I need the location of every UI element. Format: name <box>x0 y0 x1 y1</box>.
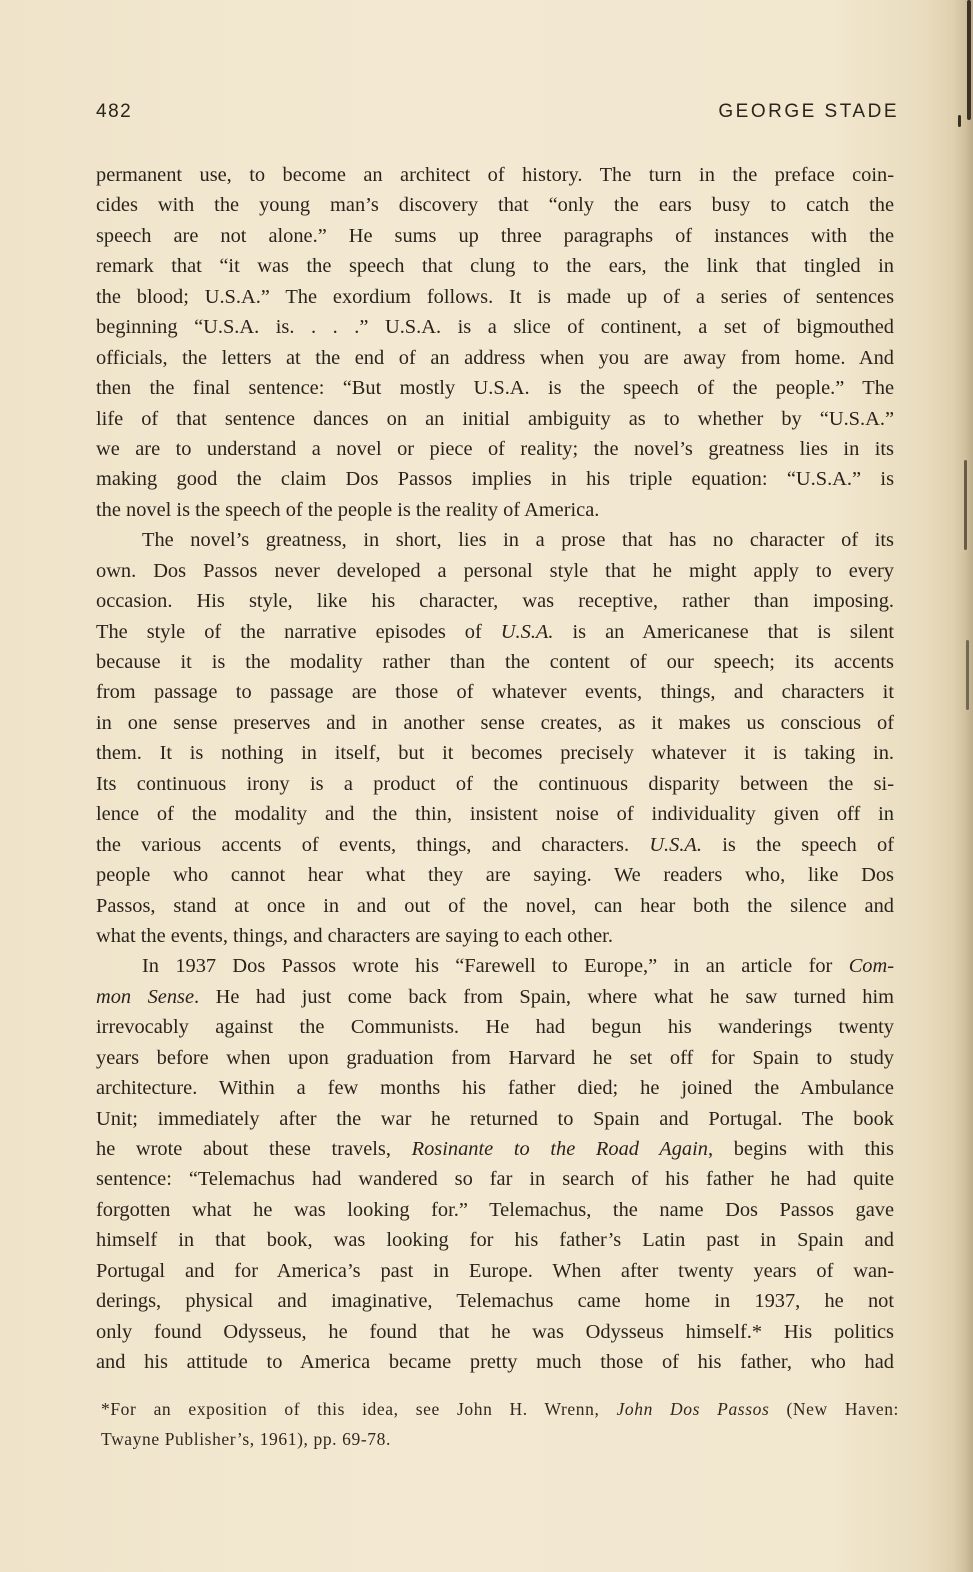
text-line: because it is the modality rather than the content of our speech; its accents <box>96 651 894 673</box>
text-line: officials, the letters at the end of an address when you are away from home. And <box>96 346 894 369</box>
text-line: Portugal and for America’s past in Europe. When after twenty years of wan- <box>96 1259 894 1282</box>
text-line: life of that sentence dances on an initial ambiguity as to whether by “U.S.A.” <box>96 407 894 430</box>
body-text <box>96 160 894 1378</box>
text-line: and his attitude to America became pretty much those of his father, who had <box>96 1351 894 1374</box>
text-line: own. Dos Passos never developed a personal style that he might apply to every <box>96 559 894 582</box>
page-number: 482 <box>96 101 133 122</box>
text-line: making good the claim Dos Passos implies in his triple equation: “U.S.A.” is <box>96 468 894 491</box>
text-line: the various accents of events, things, and characters. U.S.A. is the speech of <box>96 833 894 856</box>
page-edge-mark <box>964 460 967 550</box>
text-line: them. It is nothing in itself, but it becomes precisely whatever it is taking in. <box>96 742 894 765</box>
text-line: remark that “it was the speech that clung to the ears, the link that tingled in <box>96 255 894 278</box>
text-line: mon Sense. He had just come back from Spain, where what he saw turned him <box>96 985 895 1008</box>
text-line: The novel’s greatness, in short, lies in a prose that has no character of its <box>142 529 894 552</box>
text-line: years before when upon graduation from Harvard he set off for Spain to study <box>96 1046 894 1069</box>
page-edge-mark <box>966 640 969 710</box>
text-line: he wrote about these travels, Rosinante to the Road Again, begins with this <box>96 1138 894 1160</box>
footnote-line: *For an exposition of this idea, see John H. Wrenn, John Dos Passos (New Haven: <box>101 1399 900 1419</box>
text-line: the blood; U.S.A.” The exordium follows. It is made up of a series of sentences <box>96 285 894 308</box>
text-line: cides with the young man’s discovery that “only the ears busy to catch the <box>96 194 894 217</box>
paragraph <box>96 160 894 525</box>
text-line: beginning “U.S.A. is. . . .” U.S.A. is a slice of continent, a set of bigmouthed <box>96 316 894 339</box>
running-head <box>96 101 899 125</box>
paragraph <box>96 951 894 1377</box>
page-edge-shadow <box>953 0 973 1572</box>
text-line: In 1937 Dos Passos wrote his “Farewell to Europe,” in an article for Com- <box>142 955 894 978</box>
text-line: people who cannot hear what they are saying. We readers who, like Dos <box>96 864 894 887</box>
paragraph <box>96 525 894 951</box>
footnote <box>101 1396 899 1457</box>
text-line: architecture. Within a few months his father died; he joined the Ambulance <box>96 1077 894 1100</box>
page-edge-mark <box>958 115 961 127</box>
text-line: what the events, things, and characters are saying to each other. <box>96 924 613 947</box>
text-line: himself in that book, was looking for his father’s Latin past in Spain and <box>96 1229 894 1252</box>
text-line: we are to understand a novel or piece of reality; the novel’s greatness lies in its <box>96 437 894 460</box>
text-line: occasion. His style, like his character, was receptive, rather than imposing. <box>96 590 894 613</box>
text-line: Its continuous irony is a product of the continuous disparity between the si- <box>96 772 894 795</box>
text-line: in one sense preserves and in another sense creates, as it makes us conscious of <box>96 711 894 734</box>
text-line: sentence: “Telemachus had wandered so far in search of his father he had quite <box>96 1168 894 1191</box>
page-edge-mark <box>967 0 971 120</box>
text-line: only found Odysseus, he found that he was Odysseus himself.* His politics <box>96 1320 894 1343</box>
text-line: permanent use, to become an architect of history. The turn in the preface coin- <box>96 164 894 186</box>
text-line: The style of the narrative episodes of U.S.A. is an Americanese that is silent <box>96 620 894 643</box>
text-line: Passos, stand at once in and out of the novel, can hear both the silence and <box>96 894 894 917</box>
text-line: Unit; immediately after the war he returned to Spain and Portugal. The book <box>96 1107 894 1130</box>
footnote-line: Twayne Publisher’s, 1961), pp. 69-78. <box>101 1429 391 1450</box>
text-line: lence of the modality and the thin, insistent noise of individuality given off in <box>96 803 894 826</box>
running-title: GEORGE STADE <box>718 101 899 122</box>
text-line: speech are not alone.” He sums up three paragraphs of instances with the <box>96 224 894 247</box>
text-line: irrevocably against the Communists. He had begun his wanderings twenty <box>96 1016 894 1039</box>
text-line: derings, physical and imaginative, Telemachus came home in 1937, he not <box>96 1290 894 1313</box>
text-line: from passage to passage are those of whatever events, things, and characters it <box>96 681 894 704</box>
text-line: then the final sentence: “But mostly U.S.A. is the speech of the people.” The <box>96 377 894 400</box>
text-line: forgotten what he was looking for.” Telemachus, the name Dos Passos gave <box>96 1198 894 1221</box>
text-line: the novel is the speech of the people is the reality of America. <box>96 498 600 521</box>
